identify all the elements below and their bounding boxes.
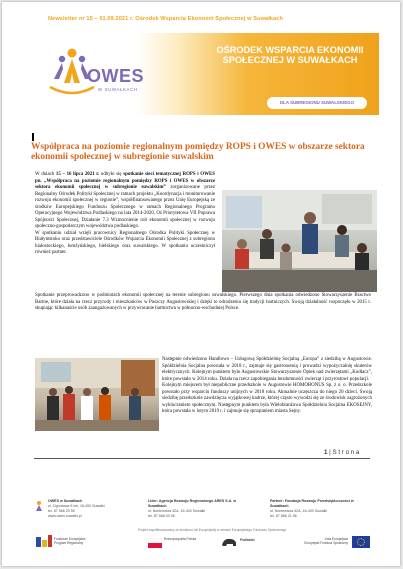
footer-owes-contact	[48, 499, 143, 519]
article-paragraph-4	[162, 357, 372, 416]
logo-wordmark: OWES	[87, 66, 145, 86]
footer-divider	[34, 458, 370, 459]
project-funding-line: Projekt współfinansowany ze środków Unii Europejskiej w ramach Europejskiego Funduszu Społecznego	[137, 528, 287, 532]
bison-icon	[220, 535, 238, 549]
rzeczpospolita-text: Rzeczpospolita Polska	[164, 537, 197, 541]
footer-lider-name: Lider: Agencja Rozwoju Regionalnego ARES S.A. w Suwałkach	[148, 499, 236, 508]
p1-event-name: spotkanie sieci tematycznej ROPS i OWES pn. „Współpraca na poziomie regionalnym pomiędzy ROPS i OWES w obszarze sektora ekonomii społecznej w subregionie suwalskim”	[35, 172, 215, 190]
article-paragraph-3: Spotkanie przeprowadzono w podmiotach ekonomii społecznej na terenie subregionu suwalskiego. Pierwszego dnia spotkania odwiedzono Stowarzyszenie Bractwo Bartne, które działa na rzecz przyrody i mieszkańców w Puszczy Augustowskiej i dzięki to odrodzeniu się tradycji bartniczych. Swoją działalność rozpoczęło w 2015 r. skupiając kilkanaście osób zaangażowanych w przywracanie bartnictwa w północno-wschodniej Polsce.	[35, 293, 371, 311]
article-paragraph-1	[35, 172, 215, 257]
group-photo	[35, 358, 159, 431]
footer-partner-name: Partner: Fundacja Rozwoju Przedsiębiorczości w Suwałkach	[270, 499, 354, 508]
footer-owes-name: OWES w Suwałkach	[48, 499, 83, 503]
p1-mid: odbyło się	[100, 172, 122, 177]
banner-title: OŚRODEK WSPARCIA EKONOMII SPOŁECZNEJ W SUWAŁKACH	[216, 45, 364, 66]
owes-footer-logo-icon	[32, 499, 46, 513]
p4-text: Następnie odwiedzono Handlowo – Usługową Spółdzielnię Socjalną „Europa” z siedzibą w Augustowie. Spółdzielnia Socjalna powstała w 2018 r., zajmuje się gastronomią i prowadzi wypożyczalnię skuterów elektrycznych. Kolejnym punktem było Augustowskie Stowarzyszenie Opiek nad zwierzętami „Kudłacz”, które powstało w 2014 roku. Działa na rzecz zapobiegania bezdomności zwierząt i przyrostowi populacji.	[162, 357, 372, 382]
banner-region-pill: DLA SUBREGIONU SUWALSKIEGO	[267, 97, 367, 109]
footer-partner-phone: tel. 87 566 21 86	[270, 514, 297, 518]
fundusze-europejskie-icon	[36, 535, 52, 549]
footer-lider-phone: tel. 87 566 03 06	[148, 514, 175, 518]
p1-rest: zorganizowane przez Regionalny Ośrodek Polityki Społecznej w ramach projektu „Koordynacja i monitorowanie rozwoju ekonomii społecznej w regionie”, współfinansowanego przez Unię Europejską ze środków Europejskiego Funduszu Społecznego w ramach Regionalnego Programu Operacyjnego Województwa Podlaskiego na lata 2014-2020, Oś Priorytetowa VII Poprawa Spójności Społecznej, Działanie 7.3 Wzmocnienie roli ekonomii społecznej w rozwoju społeczno-gospodarczym województwa podlaskiego.	[35, 185, 215, 229]
group-photo-illustration	[35, 358, 159, 431]
footer-partner-address: ul. Noniewicza 42A, 16-400 Suwałki	[270, 509, 328, 513]
fundusze-europejskie-text: Fundusze Europejskie Program Regionalny	[54, 537, 86, 545]
newsletter-page	[2, 2, 400, 566]
page-number-label: S t r o n a	[332, 449, 360, 456]
article-headline: Współpraca na poziomie regionalnym pomiędzy ROPS i OWES w obszarze sektora ekonomii społecznej w subregionie suwalskim	[31, 142, 365, 163]
header-banner	[32, 33, 379, 115]
meeting-photo	[222, 190, 377, 292]
unia-europejska-logo	[302, 535, 372, 553]
p5-text: Kolejnym miejscem był niepubliczne przedszkole w Augustowie HOMOBONUS Sp. z o. o. Przedszkole powstało przy wsparciu funduszy unijnych w 2018 roku. Aktualnie uczęszcza do niego 20 dzieci. Swoją siedzibę przedszkole zawdzięcza wyjątkowej kadrze, której często wywodzi się ze środowisk zagrożonych wykluczeniem społecznym. Następnym punktem była Wielobranżowa Spółdzielnia Socjalna EKOSEJNY, która powstała w lutym 2019 r. i zajmuje się sprzątaniem miasta Sejny.	[162, 383, 372, 414]
page-number: 1 | S t r o n a	[324, 449, 360, 456]
footer-partner-contact	[270, 499, 370, 519]
fundusze-europejskie-logo	[36, 535, 106, 553]
footer-lider-address: ul. Noniewicza 42A, 16-400 Suwałki	[148, 509, 206, 513]
footer-owes-website[interactable]: www.owes.suwalki.pl	[48, 514, 82, 518]
article-paragraph-2: W spotkaniu udział wzięli pracownicy Regionalnego Ośrodka Polityki Społecznej w Białymstoku oraz przedstawiciele Ośrodków Wsparcia Ekonomii Społecznej z subregionu białostockiego, łomżyńskiego, bielskiego oraz suwalskiego. W spotkaniu uczestniczył również partner.	[35, 230, 215, 255]
polish-flag-icon	[148, 538, 162, 548]
footer-owes-address: ul. Ogrodowa 5 lok. 16-400 Suwałki	[48, 504, 105, 508]
newsletter-issue-line: Newsletter nr 15 – 01.09.2021 r. Ośrodek Wsparcia Ekonomii Społecznej w Suwałkach	[48, 16, 284, 22]
meeting-photo-illustration	[222, 190, 377, 292]
footer-lider-contact	[148, 499, 248, 519]
rzeczpospolita-logo	[148, 535, 208, 553]
page-number-value: 1	[324, 449, 328, 456]
p1-lead: W dniach	[35, 172, 55, 177]
text-cursor	[32, 133, 34, 141]
podlaskie-text: Podlaskie	[240, 538, 255, 542]
ue-text: Unia Europejska Europejski Fundusz Społeczny	[304, 537, 348, 545]
podlaskie-logo	[220, 535, 270, 553]
eu-flag-icon	[352, 536, 370, 548]
footer-owes-phone: tel. 87 566 20 55	[48, 509, 75, 513]
p1-dates: 15 – 16 lipca 2021 r.	[55, 172, 100, 177]
logo-subtitle: W SUWAŁKACH	[98, 87, 138, 92]
